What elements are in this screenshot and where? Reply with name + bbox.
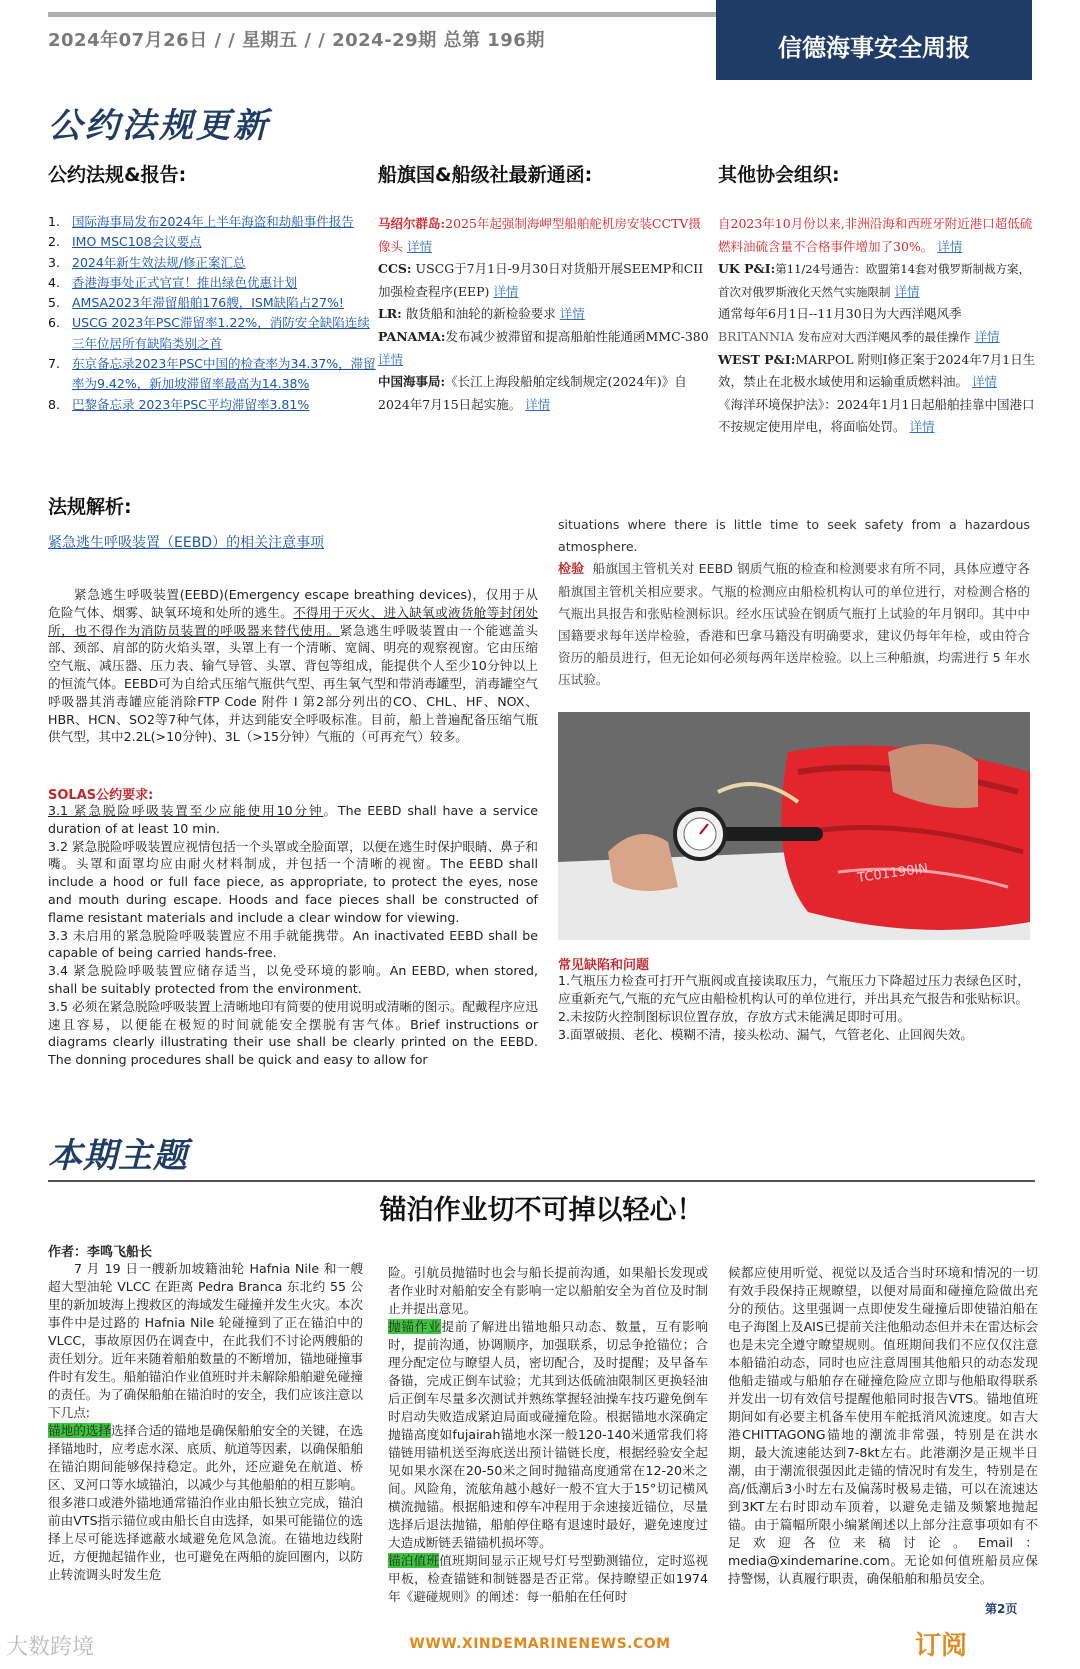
list-item[interactable]: 3. 2024年新生效法规/修正案汇总: [48, 253, 378, 273]
col-heading-associations: 其他协会组织:: [718, 164, 840, 186]
assoc-item-britannia: BRITANNIA 发布应对大西洋飓风季的最佳操作 详情: [718, 328, 1000, 344]
flag-item-msa: 中国海事局:《长江上海段船舶定线制规定(2024年)》自2024年7月15日起实施。 详情: [378, 374, 687, 412]
flag-item-marshall: 马绍尔群岛:2025年起强制海岬型船舶舵机房安装CCTV摄像头 详情: [378, 216, 701, 254]
assoc-item-hurricane: 通常每年6月1日--11月30日为大西洋飓风季: [718, 306, 962, 322]
detail-link[interactable]: 详情: [937, 238, 963, 254]
solas-item: 3.2 紧急脱险呼吸装置应视情包括一个头罩或全脸面罩，以便在逃生时保护眼睛、鼻子和嘴。头罩和面罩均应由耐火材料制成，并包括一个清晰的视窗。The EEBD shall include a hood or full face piece, as appropriate, to protect the eyes, nose and mouth during escape. Hoods and face pieces shall be constructed of flame resistant materials and include a clear window for viewing.: [48, 838, 539, 925]
assoc-item-ukpi: UK P&I:第11/24号通告：欧盟第14套对俄罗斯制裁方案，首次对俄罗斯液化天然气实施限制 详情: [718, 261, 1031, 299]
eebd-intro-paragraph: 紧急逃生呼吸装置(EEBD)(Emergency escape breathing devices)，仅用于从危险气体、烟雾、缺氧环境和处所的逃生。不得用于灭火、进入缺氧或液货舱等封闭处所，也不得作为消防员装置的呼吸器来替代使用。紧急逃生呼吸装置由一个能遮盖头部、颈部、肩部的防火焰头罩，头罩上有一个清晰、宽阔、明亮的观察视窗。它由压缩空气瓶、减压器、压力表、输气导管、头罩、背包等组成，能提供个人至少10分钟以上的恒流气体。EEBD可为自给式压缩气瓶供气型、再生氧气型和带消毒罐型，消毒罐空气呼吸器其消毒罐应能消除FTP Code 附件 I 第2部分列出的CO、CHL、HF、NOX、HBR、HCN、SO2等7种气体，并达到能安全呼吸标准。目前，船上普遍配备压缩气瓶供气型，其中2.2L(>10分钟)、3L（>15分钟）气瓶的（可再充气）较多。: [48, 587, 539, 745]
solas-item: 3.1 紧急脱险呼吸装置至少应能使用10分钟。The EEBD shall have a service duration of at least 10 min.: [48, 803, 538, 836]
solas-heading: SOLAS公约要求:: [48, 788, 154, 803]
theme-column-2: 险。引航员抛锚时也会与船长提前沟通，如果船长发现或者作业时对船舶安全有影响一定以船舶安全为首位及时制止并提出意见。 抛锚作业提前了解进出锚地船只动态、数量，互有影响时，提前沟通，协调顺序，加强联系，切忌争抢锚位；合理分配定位与瞭望人员，密切配合，及时提醒；及早备车备锚，完成正倒车试验；尤其到达低硫油限制区更换轻油后正倒车尽量多次测试并熟练掌握轻油操车技巧避免倒车时启动失败造成紧迫局面或碰撞危险。根据锚地水深确定抛锚高度如fujairah锚地水深一般120-140米通常我们将锚链用锚机送至海底送出预计锚链长度，根据经验安全起见如果水深在20-50米之间时抛锚高度通常在12-20米之间。风险角，流舷角越小越好一般不宜大于15°切记横风横流抛锚。根据船速和停车冲程用于余速接近锚位，尽量选择后退法抛锚，船舶停住略有退速时最好，避免速度过大造成断链丢锚锚机损坏等。 锚泊值班值班期间显示正规号灯号型勤测锚位，定时巡视甲板，检查锚链和制链器是否正常。保持瞭望正如1974年《避碰规则》的阐述：每一船舶在任何时: [388, 1265, 709, 1604]
fault-item: 3.面罩破损、老化、模糊不清，接头松动、漏气，气管老化、止回阀失效。: [558, 1027, 974, 1042]
detail-link[interactable]: 详情: [407, 238, 433, 254]
highlight-anchor-watch: 锚泊值班: [388, 1553, 440, 1568]
regulation-link[interactable]: USCG 2023年PSC滞留率1.22%，消防安全缺陷连续三年位居所有缺陷类别之首: [72, 315, 370, 351]
list-item[interactable]: 6. USCG 2023年PSC滞留率1.22%，消防安全缺陷连续三年位居所有缺陷类别之首: [48, 313, 378, 354]
eebd-photo: [558, 712, 1030, 940]
list-item[interactable]: 1. 国际海事局发布2024年上半年海盗和劫船事件报告: [48, 212, 378, 232]
page-number: 第2页: [985, 1602, 1018, 1616]
detail-link[interactable]: 详情: [559, 306, 585, 322]
faults-list: [558, 972, 1030, 1044]
section-title-regulations: 公约法规更新: [48, 106, 270, 146]
subscribe-button[interactable]: 订阅: [915, 1631, 968, 1661]
fault-item: 1.气瓶压力检查可打开气瓶阀或直接读取压力，气瓶压力下降超过压力表绿色区时，应重新充气,气瓶的充气应由船检机构认可的单位进行，并出具充气报告和张贴标识。: [558, 973, 1030, 1006]
highlight-anchorage-choice: 锚地的选择: [48, 1423, 112, 1438]
masthead-title: 信德海事安全周报: [716, 0, 1032, 80]
eebd-continuation: situations where there is little time to seek safety from a hazardous atmosphere. 检验 船旗国主管机关对 EEBD 钢质气瓶的检查和检测要求有所不同，具体应遵守各船旗国主管机关相应要求。气瓶的检测应由船检机构认可的单位进行，对检测合格的气瓶出具报告和张贴检测标识。经水压试验在钢质气瓶打上试验的年月钢印。其中中国籍要求每年送岸检验，香港和巴拿马籍没有明确要求，建议仍每年年检，或由符合资历的船员进行，但无论如何必须每两年送岸检验。以上三种船旗，均需进行 5 年水压试验。: [558, 514, 1030, 691]
detail-link[interactable]: 详情: [525, 396, 551, 412]
faults-heading: 常见缺陷和问题: [558, 958, 650, 973]
theme-rule: [48, 1180, 1035, 1182]
col-heading-conventions: 公约法规&报告:: [48, 164, 187, 186]
regulation-list: [48, 212, 378, 415]
solas-item: 3.3 未启用的紧急脱险呼吸装置应不用手就能携带。An inactivated EEBD shall be capable of being carried hands-free.: [48, 927, 538, 961]
theme-headline: 锚泊作业切不可掉以轻心！: [379, 1195, 704, 1226]
theme-column-1: 7 月 19 日一艘新加坡籍油轮 Hafnia Nile 和一艘超大型油轮 VLCC 在距离 Pedra Branca 东北约 55 公里的新加坡海上搜救区的海域发生碰撞并发生火灾。本次事件中是过路的 Hafnia Nile 轮碰撞到了正在锚泊中的 VLCC，事故原因仍在调查中，在此我们不讨论两艘船的责任划分。近年来随着船舶数量的不断增加，锚地碰撞事件时有发生。船舶锚泊作业值班时并未解除船舶避免碰撞的责任。为了确保船舶在锚泊时的安全，我们应该注意以下几点: 锚地的选择选择合适的锚地是确保船舶安全的关键，在选择锚地时，应考虑水深、底质、航道等因素，以确保船舶在锚泊期间能够保持稳定。此外，还应避免在航道、桥区、叉河口等水域锚泊，以减少与其他船舶的相互影响。很多港口或港外锚地通常锚泊作业由船长独立完成，锚泊前由VTS指示锚位或由船长自由选择，如果可能锚位的选择上尽可能选择遮蔽水域避免危风急流。在锚地边线附近，方便抛起锚作业，也可避免在两船的旋回圈内，以防止转流调头时发生危: [48, 1261, 364, 1582]
highlight-anchoring-operation: 抛锚作业: [388, 1319, 442, 1334]
regulation-link[interactable]: 巴黎备忘录 2023年PSC平均滞留率3.81%: [72, 396, 310, 412]
list-item[interactable]: 7. 东京备忘录2023年PSC中国的检查率为34.37%，滞留率为9.42%，新加坡滞留率最高为14.38%: [48, 354, 378, 395]
regulation-link[interactable]: 东京备忘录2023年PSC中国的检查率为34.37%，滞留率为9.42%，新加坡滞留率最高为14.38%: [72, 356, 376, 392]
list-item[interactable]: 8. 巴黎备忘录 2023年PSC平均滞留率3.81%: [48, 395, 378, 415]
detail-link[interactable]: 详情: [378, 351, 404, 367]
fault-item: 2.未按防火控制图标识位置存放，存放方式未能满足即时可用。: [558, 1009, 911, 1024]
theme-column-3: 候都应使用听觉、视觉以及适合当时环境和情况的一切有效手段保持正规瞭望，以便对局面和碰撞危险做出充分的预估。这里强调一点即使发生碰撞后即使锚泊船在电子海图上及AIS已提前关注他船动态但并未在雷达标会也是未完全遵守瞭望规则。值班期间我们不应仅仅注意本船锚泊动态，同时也应注意周围其他船只的动态发现他船走锚或与船舶存在碰撞危险应立即与他船取得联系并发出一切有效信号提醒他船同时报告VTS。锚地值班期间如有必要主机备车使用车舵抵消风流速度。如吉大港CHITTAGONG锚地的潮流非常强，特别是在洪水期，最大流速能达到7-8kt左右。此港潮汐是正规半日潮，由于潮流很强因此走锚的情况时有发生，特别是在高/低潮后3小时左右及偏荡时极易走锚，可以在流速达到3KT左右时即动车顶着，以避免走锚及频繁地抛起锚。由于篇幅所限小编紧阐述以上部分注意事项如有不足欢迎各位来稿讨论。Email：media@xindemarine.com。无论如何值班船员应保持警惕，认真履行职责，确保船舶和船员安全。: [728, 1265, 1038, 1586]
flag-item-ccs: CCS: USCG于7月1日-9月30日对货船开展SEEMP和CII加强检查程序(EEP) 详情: [378, 261, 704, 299]
photo-caption: TC01190IN: [856, 861, 930, 886]
flag-item-panama: PANAMA:发布减少被滞留和提高船舶性能通函MMC-380 详情: [378, 328, 709, 367]
regulation-link[interactable]: 2024年新生效法规/修正案汇总: [72, 254, 246, 270]
flag-state-column: [378, 213, 710, 416]
detail-link[interactable]: 详情: [972, 374, 998, 390]
analysis-heading: 法规解析:: [48, 496, 132, 518]
regulation-link[interactable]: IMO MSC108会议要点: [72, 234, 202, 250]
col-heading-flag-state: 船旗国&船级社最新通函:: [378, 164, 593, 186]
regulation-link[interactable]: 香港海事处正式官宣！推出绿色优惠计划: [72, 274, 298, 290]
associations-column: [718, 213, 1038, 439]
section-title-theme: 本期主题: [48, 1136, 188, 1176]
detail-link[interactable]: 详情: [894, 283, 920, 299]
flag-item-lr: LR: 散货船和油轮的新检验要求 详情: [378, 306, 585, 322]
solas-item: 3.5 必须在紧急脱险呼吸装置上清晰地印有简要的使用说明或清晰的图示。配戴程序应迅速且容易，以便能在极短的时间就能安全摆脱有害气体。Brief instructions or diagrams clearly illustrating their use shall be clearly printed on the EEBD. The donning procedures shall be quick and easy to allow for: [48, 998, 539, 1068]
regulation-link[interactable]: 国际海事局发布2024年上半年海盗和劫船事件报告: [72, 214, 354, 229]
issue-date-line: 2024年07月26日 / / 星期五 / / 2024-29期 总第 196期: [48, 30, 545, 51]
analysis-article-link[interactable]: 紧急逃生呼吸装置（EEBD）的相关注意事项: [48, 535, 325, 551]
detail-link[interactable]: 详情: [909, 419, 935, 435]
detail-link[interactable]: 详情: [974, 328, 1000, 344]
assoc-item-westpi: WEST P&I:MARPOL 附则I修正案于2024年7月1日生效，禁止在北极水域使用和运输重质燃料油。 详情: [718, 351, 1036, 390]
solas-requirements: [48, 802, 538, 1069]
eebd-photo-drawing: [558, 712, 1030, 940]
author-line: 作者：李鸣飞船长: [48, 1245, 153, 1260]
list-item[interactable]: 4. 香港海事处正式官宣！推出绿色优惠计划: [48, 273, 378, 293]
solas-item: 3.4 紧急脱险呼吸装置应储存适当，以免受环境的影响。An EEBD, when stored, shall be suitably protected from the environment.: [48, 963, 538, 996]
assoc-item-marine-env: 《海洋环境保护法》：2024年1月1日起船舶挂靠中国港口不按规定使用岸电，将面临处罚。 详情: [718, 396, 1035, 435]
watermark-text: 大数跨境: [6, 1635, 95, 1660]
list-item[interactable]: 5. AMSA2023年滞留船舶176艘，ISM缺陷占27%!: [48, 293, 378, 313]
website-link[interactable]: WWW.XINDEMARINENEWS.COM: [409, 1636, 671, 1652]
assoc-item-sulphur: 自2023年10月份以来,非洲沿海和西班牙附近港口超低硫燃料油硫含量不合格事件增加了30%。 详情: [718, 216, 1033, 254]
regulation-link[interactable]: AMSA2023年滞留船舶176艘，ISM缺陷占27%!: [72, 295, 344, 311]
detail-link[interactable]: 详情: [493, 283, 519, 299]
inspection-paragraph: 检验 船旗国主管机关对 EEBD 钢质气瓶的检查和检测要求有所不同，具体应遵守各船旗国主管机关相应要求。气瓶的检测应由船检机构认可的单位进行，对检测合格的气瓶出具报告和张贴检测标识。经水压试验在钢质气瓶打上试验的年月钢印。其中中国籍要求每年送岸检验，香港和巴拿马籍没有明确要求，建议仍每年年检，或由符合资历的船员进行，但无论如何必须每两年送岸检验。以上三种船旗，均需进行 5 年水压试验。: [558, 561, 1030, 687]
list-item[interactable]: 2. IMO MSC108会议要点: [48, 232, 378, 252]
